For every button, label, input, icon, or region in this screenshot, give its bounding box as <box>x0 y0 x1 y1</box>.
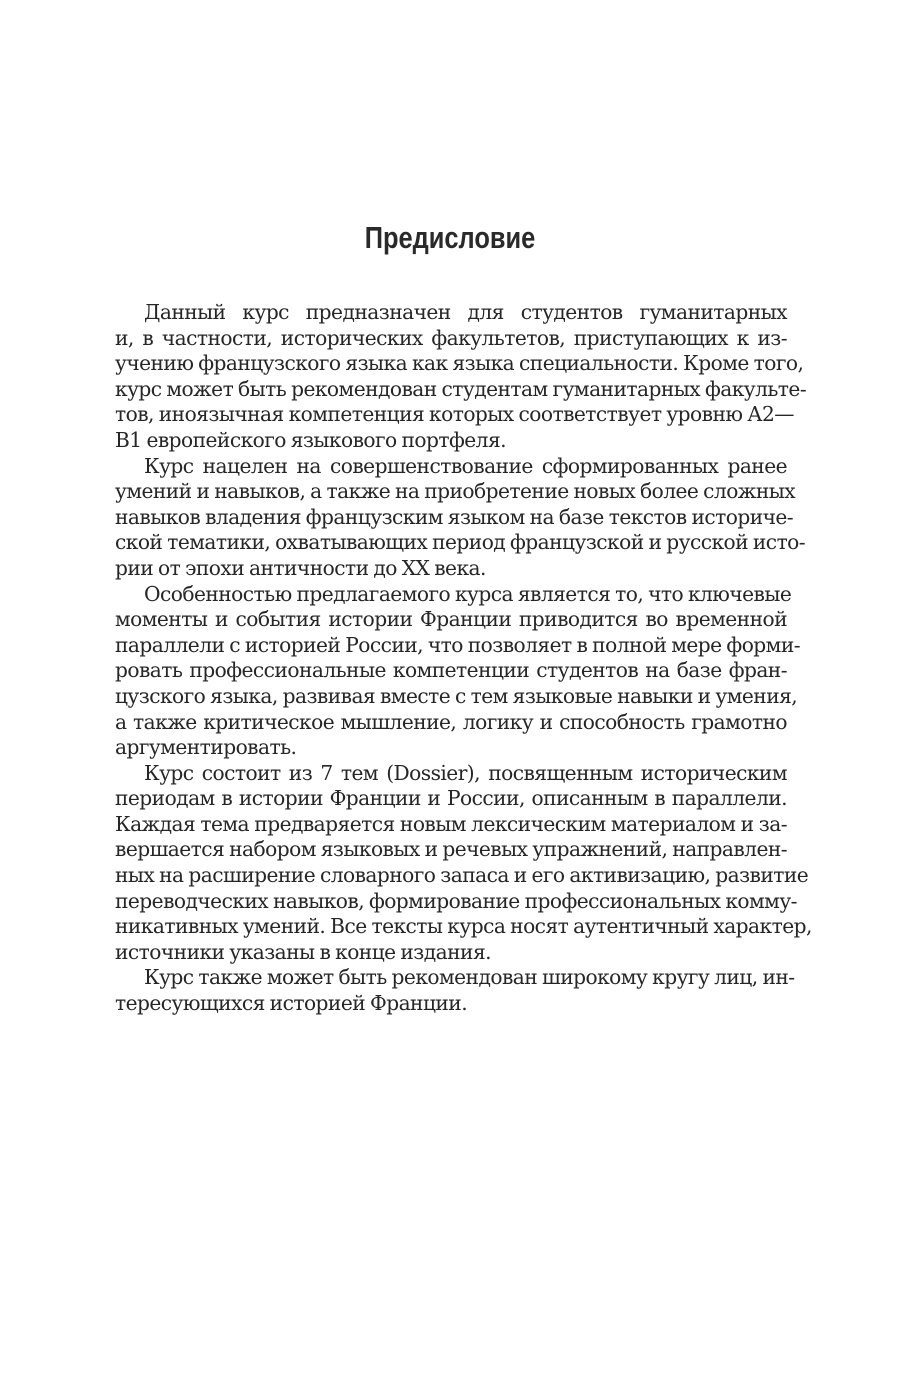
text-line: тов, иноязычная компетенция которых соответствует уровню А2— <box>115 402 794 427</box>
text-line: навыков владения французским языком на базе текстов историче- <box>115 504 794 529</box>
text-line: параллели с историей России, что позволяет в полной мере форми- <box>115 632 800 657</box>
text-line: источники указаны в конце издания. <box>115 939 491 964</box>
text-line: переводческих навыков, формирование профессиональных комму- <box>115 888 797 913</box>
text-line: ской тематики, охватывающих период французской и русской исто- <box>115 530 806 555</box>
text-line: Курс состоит из 7 тем (Dossier), посвященным историческим <box>144 760 787 785</box>
preface-body <box>115 300 812 1017</box>
text-line: учению французского языка как языка специальности. Кроме того, <box>115 351 804 376</box>
text-line: никативных умений. Все тексты курса носят аутентичный характер, <box>115 914 812 939</box>
text-line: Курс также может быть рекомендован широкому кругу лиц, ин- <box>144 965 795 990</box>
text-line: и, в частности, исторических факультетов, приступающих к из- <box>115 325 787 350</box>
text-line: курс может быть рекомендован студентам гуманитарных факульте- <box>115 376 807 401</box>
text-line: цузского языка, развивая вместе с тем языковые навыки и умения, <box>115 683 798 708</box>
paragraph-1 <box>115 300 807 454</box>
text-line: тересующихся историей Франции. <box>115 991 468 1016</box>
text-line: моменты и события истории Франции приводится во временной <box>115 607 787 632</box>
paragraph-5 <box>115 965 795 1016</box>
text-line: а также критическое мышление, логику и способность грамотно <box>115 709 787 734</box>
text-line: ровать профессиональные компетенции студентов на базе фран- <box>115 658 787 683</box>
text-line: ных на расширение словарного запаса и его активизацию, развитие <box>115 863 809 888</box>
paragraph-2 <box>115 453 806 582</box>
text-line: Данный курс предназначен для студентов гуманитарных <box>144 300 787 324</box>
text-line: аргументировать. <box>115 735 297 760</box>
paragraph-4 <box>115 760 812 966</box>
page-title: Предисловие <box>364 220 536 255</box>
text-line: периодам в истории Франции и России, описанным в параллели. <box>115 786 787 811</box>
text-line: В1 европейского языкового портфеля. <box>115 427 506 452</box>
paragraph-3 <box>115 581 800 761</box>
text-line: Особенностью предлагаемого курса является то, что ключевые <box>144 581 792 606</box>
text-line: Курс нацелен на совершенствование сформированных ранее <box>144 453 787 478</box>
text-line: рии от эпохи античности до ХХ века. <box>115 555 486 580</box>
text-line: Каждая тема предваряется новым лексическим материалом и за- <box>115 811 787 836</box>
text-line: вершается набором языковых и речевых упражнений, направлен- <box>115 837 788 862</box>
text-line: умений и навыков, а также на приобретение новых более сложных <box>115 479 796 504</box>
